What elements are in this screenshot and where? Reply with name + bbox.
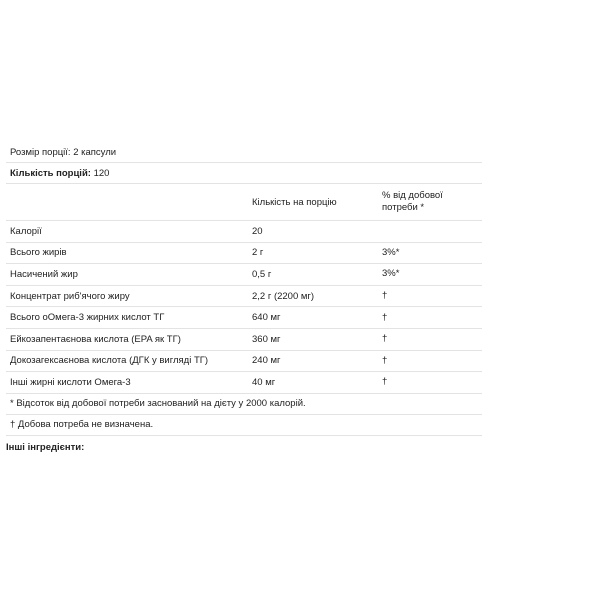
nutrient-name: Концентрат риб'ячого жиру	[10, 290, 130, 302]
nutrient-amount: 240 мг	[252, 355, 281, 367]
nutrient-name: Калорії	[10, 225, 42, 237]
nutrient-amount: 2,2 г (2200 мг)	[252, 290, 315, 302]
supplement-facts-table	[6, 142, 482, 436]
nutrient-dv: †	[382, 376, 388, 388]
nutrient-dv: †	[382, 354, 388, 366]
nutrient-amount: 40 мг	[252, 376, 276, 388]
servings-label: Кількість порцій:	[10, 167, 91, 179]
nutrient-dv: 3%*	[382, 246, 400, 258]
table-row	[6, 351, 482, 373]
table-row	[6, 329, 482, 351]
table-row	[6, 372, 482, 394]
nutrient-amount: 640 мг	[252, 312, 281, 324]
table-row	[6, 243, 482, 265]
nutrient-name: Всього жирів	[10, 247, 67, 259]
nutrient-name: Насичений жир	[10, 268, 78, 280]
nutrient-name: Всього оОмега-3 жирних кислот ТГ	[10, 312, 165, 324]
footnote-not-established-row	[6, 415, 482, 436]
header-amount: Кількість на порцію	[252, 196, 337, 208]
nutrient-dv: 3%*	[382, 268, 400, 280]
nutrient-dv: †	[382, 290, 388, 302]
serving-size-row	[6, 142, 482, 163]
serving-size-text: Розмір порції: 2 капсули	[10, 146, 117, 158]
other-ingredients-label: Інші інгредієнти:	[6, 442, 85, 453]
table-row	[6, 221, 482, 243]
footnote-daily-value: * Відсоток від добової потреби заснований на дієту у 2000 калорій.	[10, 398, 306, 410]
table-header-row	[6, 184, 482, 221]
footnote-not-established: † Добова потреба не визначена.	[10, 419, 154, 431]
header-dv-line2: потреби *	[382, 202, 425, 213]
nutrient-amount: 360 мг	[252, 333, 281, 345]
table-row	[6, 307, 482, 329]
table-row	[6, 286, 482, 308]
nutrient-name: Докозагексаєнова кислота (ДГК у вигляді ТГ)	[10, 355, 209, 367]
footnote-daily-value-row	[6, 394, 482, 415]
nutrient-amount: 0,5 г	[252, 268, 272, 280]
nutrient-name: Ейкозапентаєнова кислота (EPA як ТГ)	[10, 333, 181, 345]
nutrient-dv: †	[382, 311, 388, 323]
nutrient-amount: 2 г	[252, 247, 264, 259]
header-daily-value	[382, 190, 482, 214]
nutrient-amount: 20	[252, 225, 263, 237]
servings-per-container-row	[6, 163, 482, 184]
header-dv-line1: % від добової	[382, 190, 443, 201]
table-row	[6, 264, 482, 286]
servings-value: 120	[93, 167, 110, 179]
nutrient-dv: †	[382, 333, 388, 345]
nutrient-name: Інші жирні кислоти Омега-3	[10, 376, 131, 388]
